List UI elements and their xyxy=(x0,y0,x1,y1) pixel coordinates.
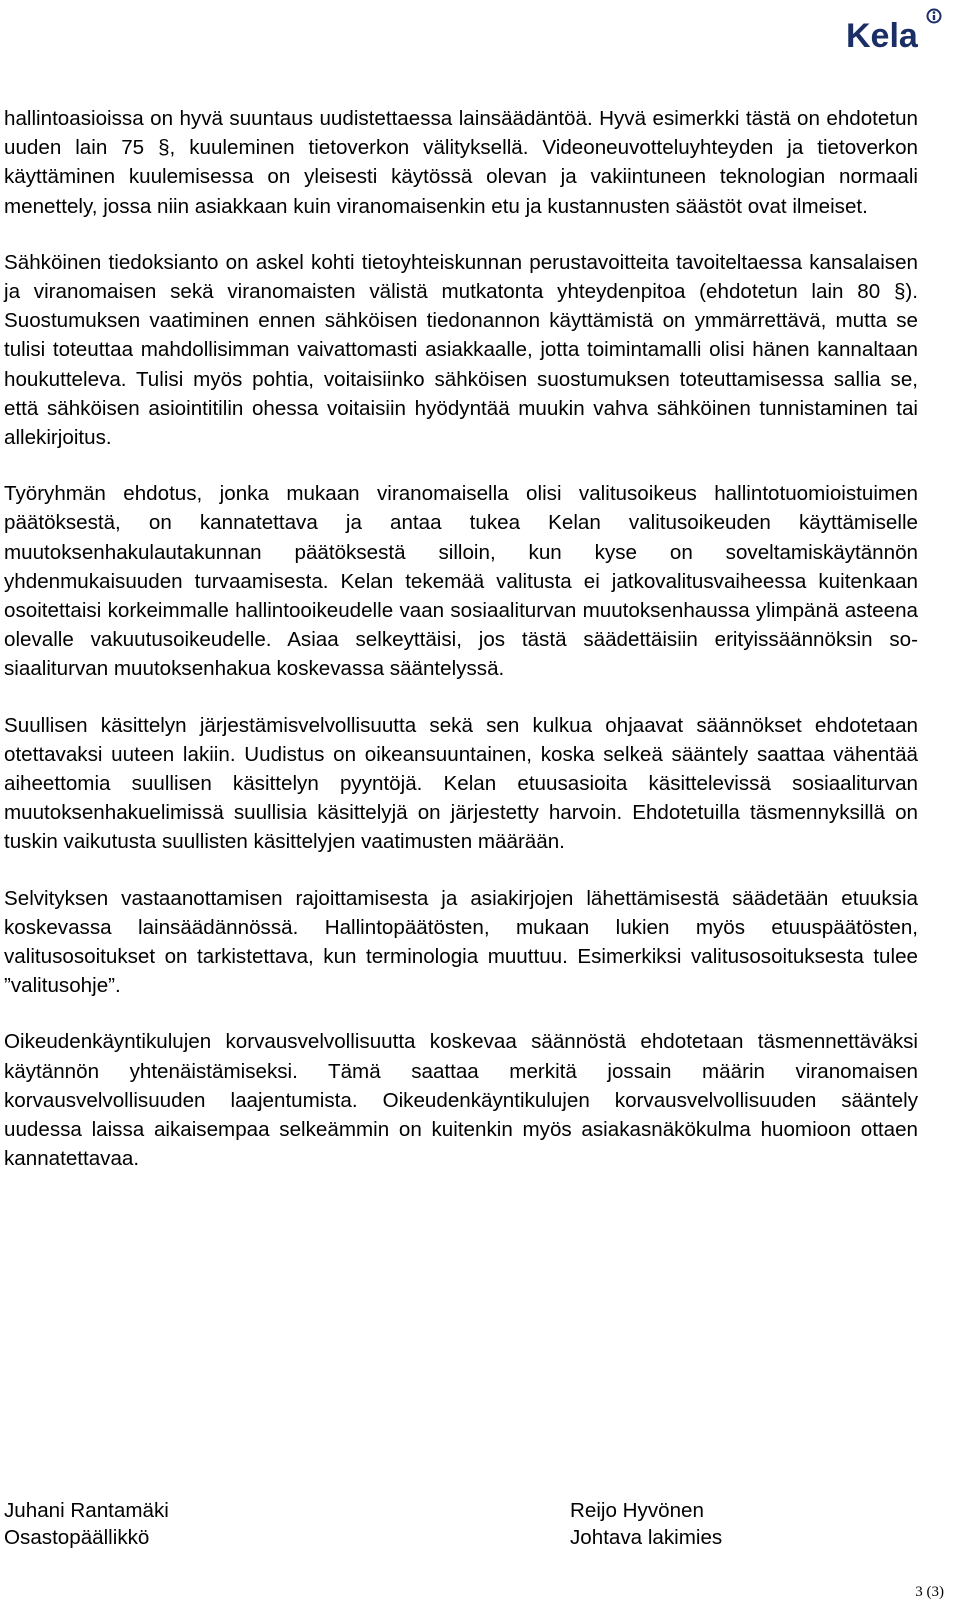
signatory-name: Reijo Hyvönen xyxy=(570,1499,704,1522)
kela-logo xyxy=(846,6,942,54)
page-number: 3 (3) xyxy=(915,1584,944,1600)
paragraph-3: Työryhmän ehdotus, jonka mukaan viranomaisella olisi valitusoikeus hallintotuomioistuimen päätöksestä, on kannatettava ja antaa tukea Kelan valitusoikeuden käyttämiselle muutoksenhakulautakunnan päätöksestä silloin, kun kyse on soveltamiskäytännön yhdenmukaisuuden turvaamisesta. Kelan tekemää valitusta ei jatkovalitusvaiheessa kuitenkaan osoitettaisi korkeimmalle hallintooikeudelle vaan sosiaaliturvan muutoksenhaussa ylimpänä asteena olevalle vakuutusoikeudelle. Asiaa selkeyttäisi, jos tästä säädettäisiin erityissäännöksin sosiaaliturvan muutoksenhakua koskevassa sääntelyssä. xyxy=(4,482,918,681)
paragraph-2: Sähköinen tiedoksianto on askel kohti tietoyhteiskunnan perustavoitteita tavoiteltaessa kansalaisen ja viranomaisen sekä viranomaisten välistä mutkatonta yhteydenpitoa (ehdotetun lain 80 §). Suostumuksen vaatiminen ennen sähköisen tiedonannon käyttämistä on ymmärrettävä, mutta se tulisi toteuttaa mahdollisimman vaivattomasti asiakkaalle, jotta toimintamalli olisi hänen kannaltaan houkutteleva. Tulisi myös pohtia, voitaisiinko sähköisen suostumuksen toteuttamisessa sallia se, että sähköisen asiointitilin ohessa voitaisiin hyödyntää muukin vahva sähköinen tunnistaminen tai allekirjoitus. xyxy=(4,250,918,450)
paragraph-6: Oikeudenkäyntikulujen korvausvelvollisuutta koskevaa säännöstä ehdotetaan täsmennettäväksi käytännön yhtenäistämiseksi. Tämä saattaa merkitä jossain määrin viranomaisen korvausvelvollisuuden laajentumista. Oikeudenkäyntikulujen korvausvelvollisuuden sääntely uudessa laissa aikaisempaa selkeämmin on kuitenkin myös asiakasnäkökulma huomioon ottaen kannatettavaa. xyxy=(4,1030,918,1171)
paragraph-5: Selvityksen vastaanottamisen rajoittamisesta ja asiakirjojen lähettämisestä säädetään etuuksia koskevassa lainsäädännössä. Hallintopäätösten, mukaan lukien myös etuuspäätösten, valitusosoitukset on tarkistettava, kun terminologia muuttuu. Esimerkiksi valitusosoituksesta tulee ”valitusohje”. xyxy=(4,886,918,998)
kela-logo-graphic xyxy=(846,6,942,54)
paragraph-1: hallintoasioissa on hyvä suuntaus uudistettaessa lainsäädäntöä. Hyvä esimerkki tästä on ehdotetun uuden lain 75 §, kuuleminen tietoverkon välityksellä. Videoneuvotteluyhteyden ja tietoverkon käyttäminen kuulemisessa on yleisesti käytössä olevan ja vakiintuneen teknologian normaali menettely, jossa niin asiakkaan kuin viranomaisenkin etu ja kustannusten säästöt ovat ilmeiset. xyxy=(4,107,918,218)
document-body xyxy=(4,104,918,1201)
signature-block-left xyxy=(4,1497,169,1551)
paragraph-4: Suullisen käsittelyn järjestämisvelvollisuutta sekä sen kulkua ohjaavat säännökset ehdotetaan otettavaksi uuteen lakiin. Uudistus on oikeansuuntainen, koska selkeä sääntely saattaa vähentää aiheettomia suullisen käsittelyn pyyntöjä. Kelan etuusasioita käsittelevissä sosiaaliturvan muutoksenhakuelimissä suullisia käsittelyjä on järjestetty harvoin. Ehdotetuilla täsmennyksillä on tuskin vaikutusta suullisten käsittelyjen vaatimusten määrään. xyxy=(4,713,918,854)
signatory-title: Johtava lakimies xyxy=(570,1526,723,1549)
signatory-name: Juhani Rantamäki xyxy=(4,1499,169,1522)
signatory-title: Osastopäällikkö xyxy=(4,1526,150,1549)
kela-logo-text: Kela xyxy=(846,17,918,54)
signature-block-right xyxy=(570,1497,722,1551)
